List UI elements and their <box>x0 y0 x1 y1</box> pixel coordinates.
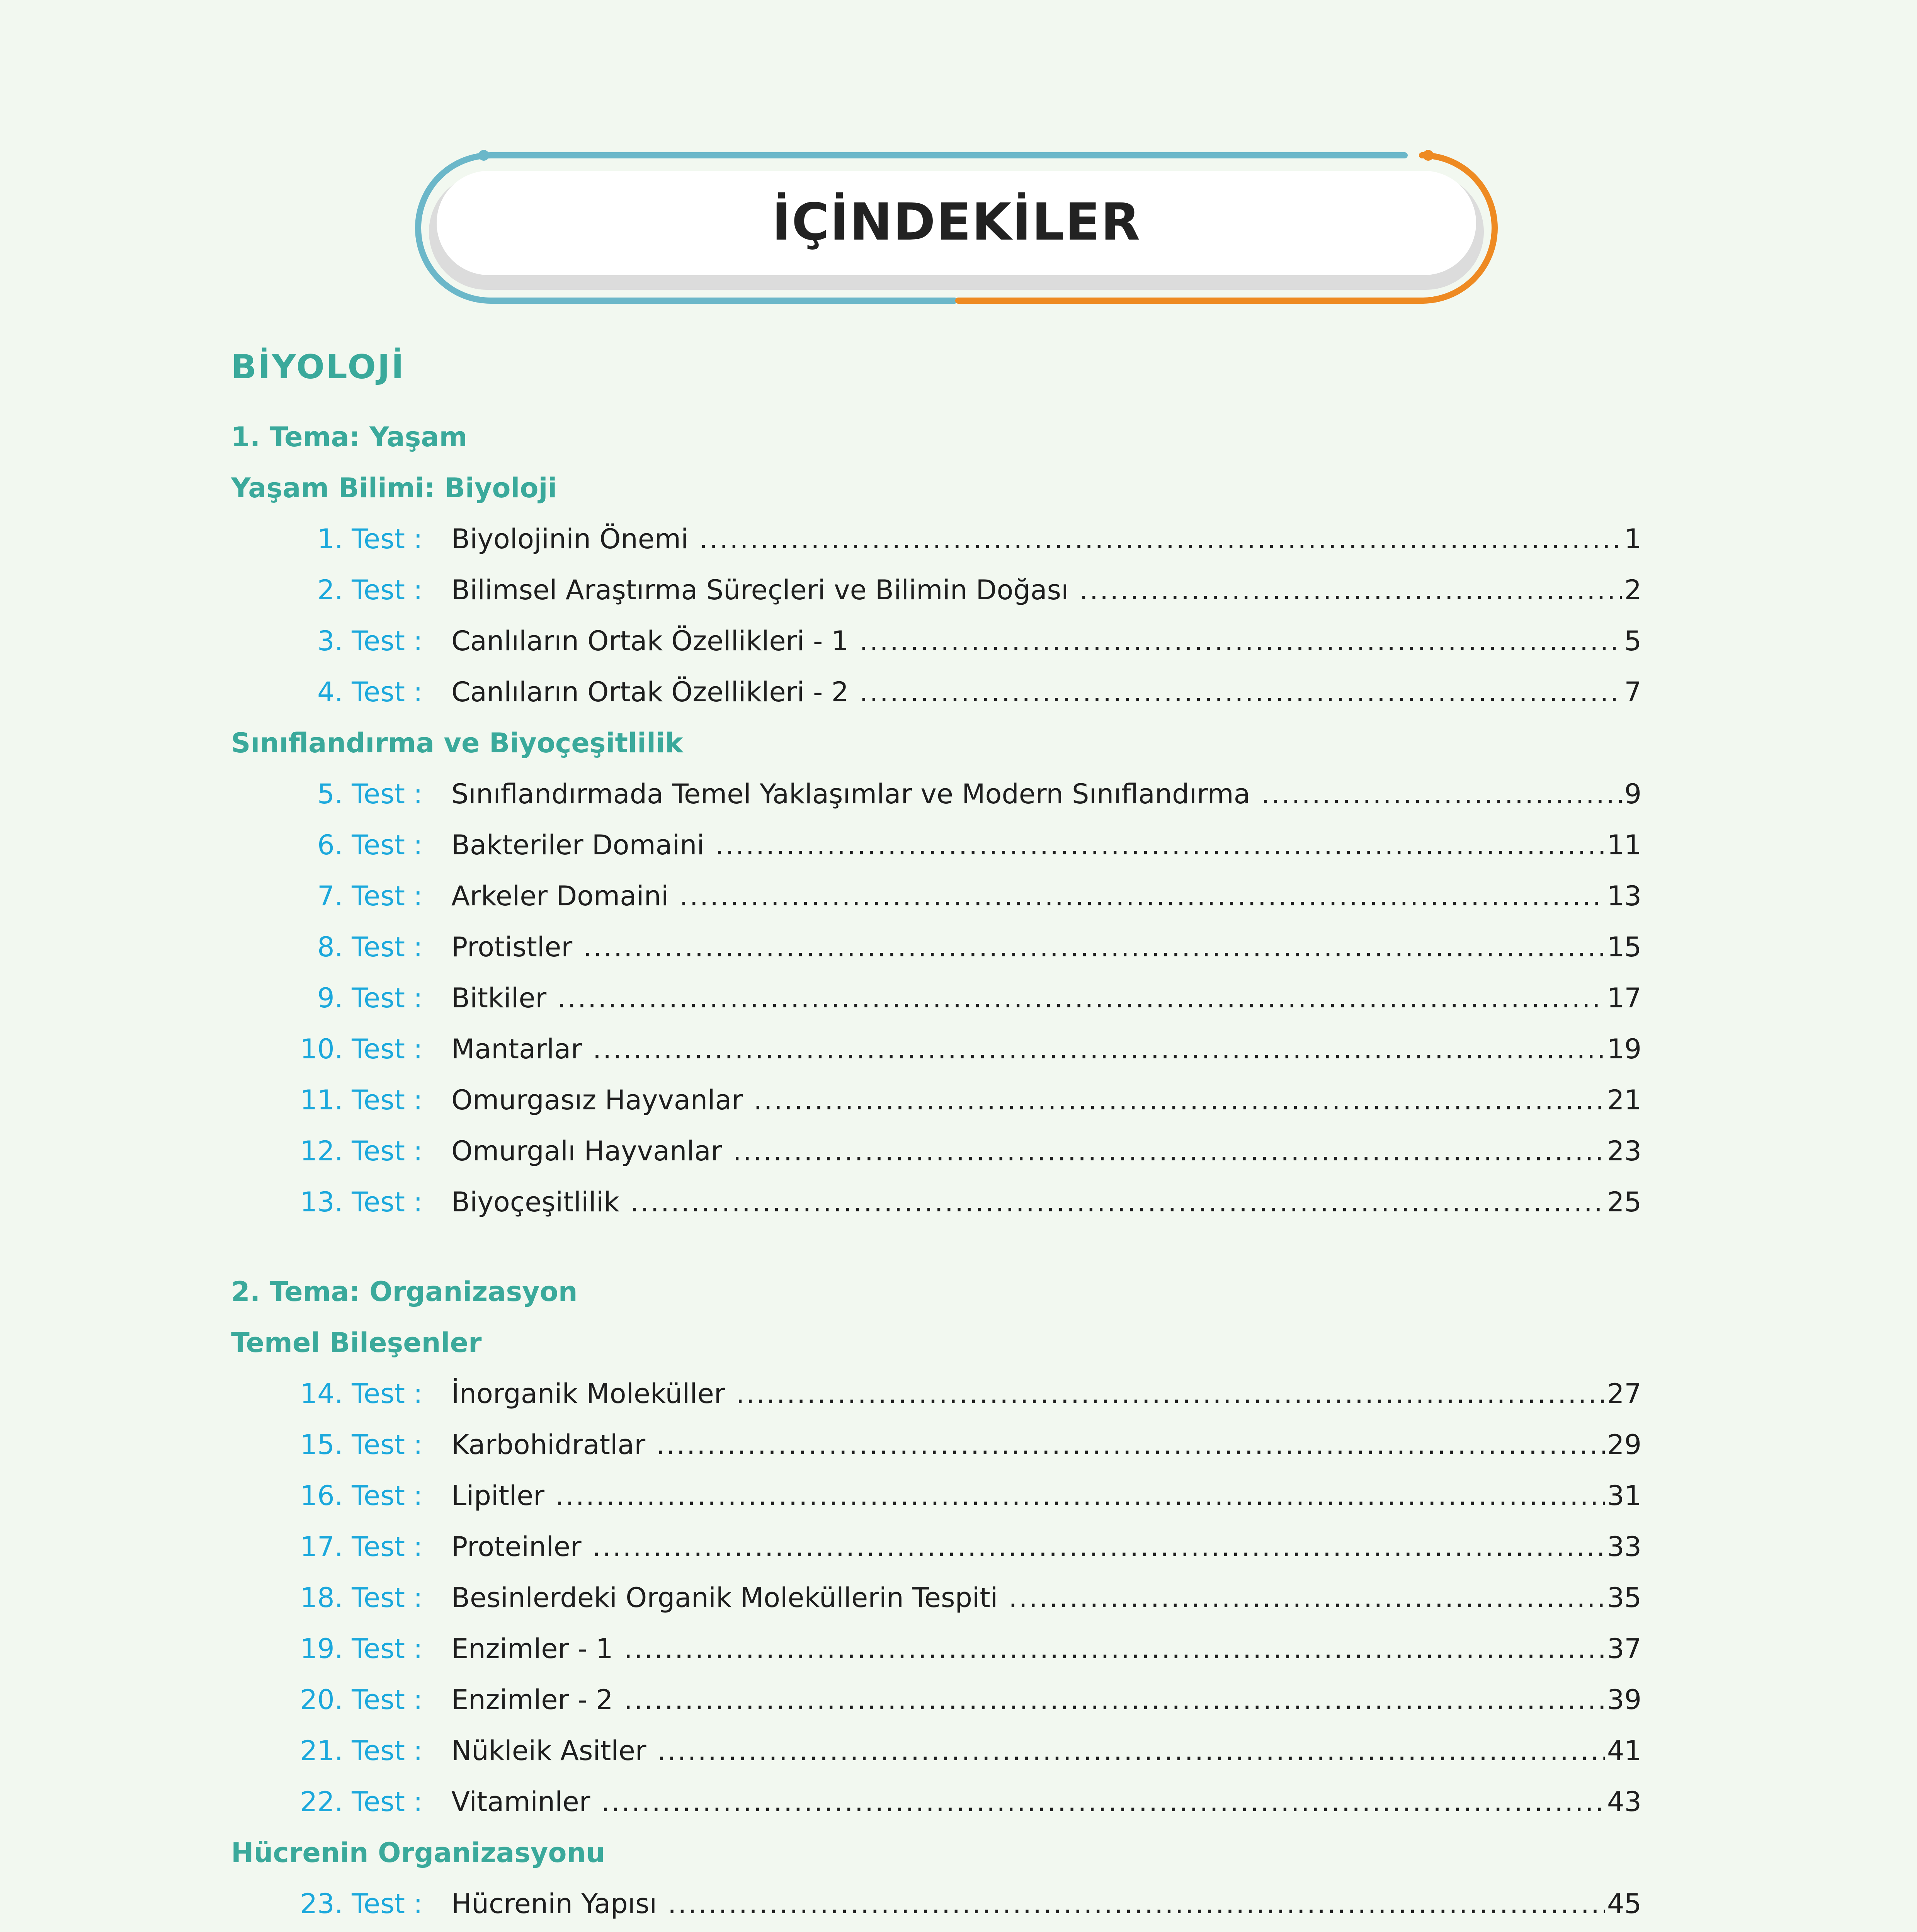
toc-entry[interactable] <box>231 565 1641 616</box>
page-number: 25 <box>1607 1186 1641 1218</box>
test-number: 6. Test <box>317 829 405 861</box>
test-number: 22. Test <box>300 1786 405 1818</box>
test-number: 7. Test <box>317 880 405 912</box>
toc-entry[interactable] <box>231 1024 1641 1075</box>
separator-colon: : <box>413 1684 423 1716</box>
page-number: 27 <box>1607 1378 1641 1410</box>
separator-colon: : <box>413 778 423 810</box>
toc-entry[interactable] <box>231 1521 1641 1572</box>
test-title: Nükleik Asitler <box>451 1735 646 1767</box>
separator-colon <box>405 1929 451 1932</box>
toc-entry[interactable] <box>231 1126 1641 1177</box>
page-number: 11 <box>1607 829 1641 861</box>
toc-body <box>231 412 1641 1932</box>
dot-leader <box>1261 769 1622 820</box>
dot-leader <box>630 1177 1605 1228</box>
separator-colon: : <box>413 931 423 963</box>
page-number: 9 <box>1624 778 1641 810</box>
test-number: 17. Test <box>300 1531 405 1563</box>
separator-colon: : <box>413 1084 423 1116</box>
separator-colon: : <box>413 829 423 861</box>
separator-colon: : <box>413 1735 423 1767</box>
separator-colon: : <box>413 1480 423 1512</box>
separator-colon: : <box>413 1531 423 1563</box>
section-heading: Sınıflandırma ve Biyoçeşitlilik <box>231 727 683 759</box>
toc-entry[interactable] <box>231 922 1641 973</box>
test-title: Biyolojinin Önemi <box>451 523 689 555</box>
toc-entry[interactable] <box>231 1075 1641 1126</box>
page-number: 1 <box>1624 523 1641 555</box>
test-number: 21. Test <box>300 1735 405 1767</box>
separator-colon: : <box>413 1786 423 1818</box>
dot-leader <box>859 616 1622 667</box>
test-title: Karbohidratlar <box>451 1429 646 1461</box>
dot-leader <box>754 1075 1605 1126</box>
page-number: 15 <box>1607 931 1641 963</box>
toc-entry[interactable] <box>231 1929 1641 1932</box>
separator-colon: : <box>413 1582 423 1614</box>
dot-leader <box>699 514 1622 565</box>
section-heading: Temel Bileşenler <box>231 1327 482 1359</box>
page-number: 13 <box>1607 880 1641 912</box>
test-title: Bitkiler <box>451 982 547 1014</box>
toc-entry[interactable] <box>231 1368 1641 1419</box>
test-title: Enzimler - 2 <box>451 1684 613 1716</box>
dot-leader <box>555 1470 1605 1521</box>
toc-entry[interactable] <box>231 1419 1641 1470</box>
test-title: Besinlerdeki Organik Moleküllerin Tespiti <box>451 1582 998 1614</box>
test-title: Arkeler Domaini <box>451 880 669 912</box>
dot-leader <box>679 871 1605 922</box>
test-number: 20. Test <box>300 1684 405 1716</box>
test-title: Biyoçeşitlilik <box>451 1186 619 1218</box>
dot-leader <box>1009 1572 1605 1623</box>
toc-entry[interactable] <box>231 616 1641 667</box>
page-number: 7 <box>1624 676 1641 708</box>
toc-entry[interactable] <box>231 667 1641 718</box>
toc-entry[interactable] <box>231 1725 1641 1776</box>
separator-colon: : <box>413 1429 423 1461</box>
test-number: 12. Test <box>300 1135 405 1167</box>
separator-colon: : <box>413 1186 423 1218</box>
page-number: 35 <box>1607 1582 1641 1614</box>
test-number: 18. Test <box>300 1582 405 1614</box>
test-number: 15. Test <box>300 1429 405 1461</box>
toc-entry[interactable] <box>231 1776 1641 1827</box>
separator-colon: : <box>413 523 423 555</box>
dot-leader <box>624 1674 1605 1725</box>
test-number: 1. Test <box>317 523 405 555</box>
test-title: Mantarlar <box>451 1033 582 1065</box>
page-number: 41 <box>1607 1735 1641 1767</box>
separator-colon: : <box>413 982 423 1014</box>
title-banner <box>410 147 1503 309</box>
page-number: 37 <box>1607 1633 1641 1665</box>
dot-leader <box>733 1126 1604 1177</box>
test-title: Canlıların Ortak Özellikleri - 1 <box>451 625 849 657</box>
test-title: Bakteriler Domaini <box>451 829 704 861</box>
test-number: 5. Test <box>317 778 405 810</box>
test-title: Protistler <box>451 931 573 963</box>
page-number: 31 <box>1607 1480 1641 1512</box>
toc-entry[interactable] <box>231 1470 1641 1521</box>
section-heading: Hücrenin Organizasyonu <box>231 1837 606 1869</box>
toc-entry[interactable] <box>231 514 1641 565</box>
separator-colon: : <box>413 676 423 708</box>
dot-leader <box>656 1419 1605 1470</box>
separator-colon: : <box>413 1135 423 1167</box>
separator-colon: : <box>413 1888 423 1920</box>
toc-entry[interactable] <box>231 1177 1641 1228</box>
dot-leader <box>736 1368 1605 1419</box>
page-number: 19 <box>1607 1033 1641 1065</box>
page-number: 5 <box>1624 625 1641 657</box>
test-title: Proteinler <box>451 1531 582 1563</box>
test-title: Vitaminler <box>451 1786 590 1818</box>
table-of-contents <box>231 332 1641 1932</box>
page-number: 23 <box>1607 1135 1641 1167</box>
test-number: 10. Test <box>300 1033 405 1065</box>
dot-leader <box>657 1725 1605 1776</box>
separator-colon: : <box>413 574 423 606</box>
test-number: 23. Test <box>300 1888 405 1920</box>
test-number: 13. Test <box>300 1186 405 1218</box>
page-number: 2 <box>1624 574 1641 606</box>
test-title: Omurgalı Hayvanlar <box>451 1135 722 1167</box>
page-number: 29 <box>1607 1429 1641 1461</box>
separator-colon: : <box>413 1033 423 1065</box>
test-number: 19. Test <box>300 1633 405 1665</box>
page-number: 21 <box>1607 1084 1641 1116</box>
dot-leader <box>592 1521 1605 1572</box>
toc-entry[interactable] <box>231 820 1641 871</box>
dot-leader <box>583 922 1605 973</box>
test-title: Hücrenin Yapısı <box>451 1888 657 1920</box>
test-number: 11. Test <box>300 1084 405 1116</box>
test-number: 2. Test <box>317 574 405 606</box>
test-title: Enzimler - 1 <box>451 1633 613 1665</box>
page-title: İÇİNDEKİLER <box>772 192 1141 252</box>
dot-leader <box>668 1878 1605 1929</box>
toc-entry[interactable] <box>231 769 1641 820</box>
test-title <box>451 1929 1130 1932</box>
separator-colon: : <box>413 1633 423 1665</box>
test-number: 9. Test <box>317 982 405 1014</box>
toc-entry[interactable] <box>231 1674 1641 1725</box>
page-number <box>1605 1929 1641 1932</box>
separator-colon: : <box>413 625 423 657</box>
page-number: 17 <box>1607 982 1641 1014</box>
page-number: 33 <box>1607 1531 1641 1563</box>
test-number: 3. Test <box>317 625 405 657</box>
test-title: Bilimsel Araştırma Süreçleri ve Bilimin Doğası <box>451 574 1069 606</box>
toc-entry[interactable] <box>231 1878 1641 1929</box>
dot-leader <box>624 1623 1605 1674</box>
test-number: 8. Test <box>317 931 405 963</box>
page-number: 39 <box>1607 1684 1641 1716</box>
toc-entry[interactable] <box>231 1572 1641 1623</box>
dot-leader <box>557 973 1605 1024</box>
dot-leader <box>715 820 1605 871</box>
test-title: Lipitler <box>451 1480 545 1512</box>
test-title: Canlıların Ortak Özellikleri - 2 <box>451 676 849 708</box>
toc-entry[interactable] <box>231 973 1641 1024</box>
test-title: Omurgasız Hayvanlar <box>451 1084 743 1116</box>
toc-entry[interactable] <box>231 1623 1641 1674</box>
test-number: 16. Test <box>300 1480 405 1512</box>
test-title: İnorganik Moleküller <box>451 1378 725 1410</box>
test-number: 4. Test <box>317 676 405 708</box>
section-heading: Yaşam Bilimi: Biyoloji <box>231 472 557 504</box>
dot-leader <box>601 1776 1604 1827</box>
page-number: 43 <box>1607 1786 1641 1818</box>
toc-entry[interactable] <box>231 871 1641 922</box>
dot-leader <box>1130 1929 1605 1932</box>
test-number: 14. Test <box>300 1378 405 1410</box>
page-number: 45 <box>1607 1888 1641 1920</box>
dot-leader <box>1080 565 1622 616</box>
separator-colon: : <box>413 880 423 912</box>
separator-colon: : <box>413 1378 423 1410</box>
subject-heading: BİYOLOJİ <box>231 348 405 386</box>
theme-heading: 1. Tema: Yaşam <box>231 421 468 453</box>
test-title: Sınıflandırmada Temel Yaklaşımlar ve Modern Sınıflandırma <box>451 778 1250 810</box>
test-number <box>231 1929 405 1932</box>
theme-heading: 2. Tema: Organizasyon <box>231 1276 578 1308</box>
dot-leader <box>859 667 1622 718</box>
dot-leader <box>593 1024 1605 1075</box>
